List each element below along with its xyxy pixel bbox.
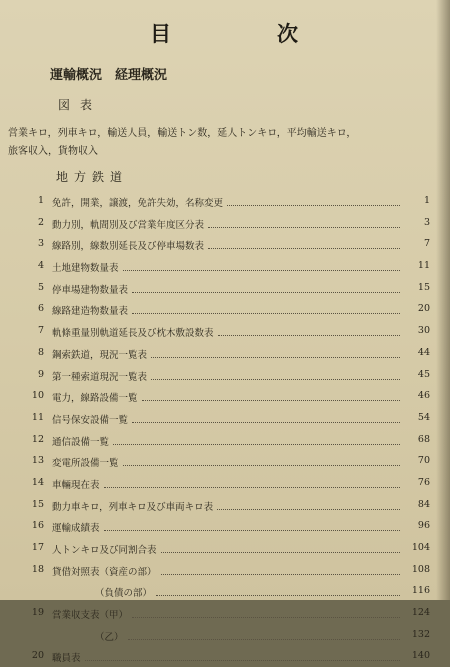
toc-dotted-leader bbox=[132, 313, 400, 314]
toc-entry[interactable] bbox=[0, 342, 450, 364]
toc-entry-page-number: 70 bbox=[417, 455, 430, 467]
table-of-contents bbox=[0, 190, 450, 667]
toc-entry-page-number: 54 bbox=[417, 411, 430, 423]
toc-entry-title: 信号保安設備一覧 bbox=[52, 414, 129, 426]
toc-entry-title: （負債の部） bbox=[95, 588, 153, 600]
toc-entry-title: 停車場建物数量表 bbox=[52, 284, 129, 296]
toc-entry-title: 貸借対照表（資産の部） bbox=[52, 566, 157, 578]
toc-entry-title: 第一種索道現況一覧表 bbox=[52, 371, 148, 383]
toc-entry-page-number: 30 bbox=[417, 325, 430, 337]
page-title bbox=[150, 18, 300, 48]
toc-entry-page-number: 11 bbox=[417, 260, 430, 272]
toc-entry-number: 9 bbox=[37, 368, 44, 380]
toc-entry-number: 11 bbox=[31, 411, 44, 423]
toc-entry-page-number: 45 bbox=[417, 368, 430, 380]
toc-dotted-leader bbox=[104, 530, 400, 531]
toc-entry[interactable] bbox=[0, 298, 450, 320]
toc-entry[interactable] bbox=[0, 559, 450, 581]
toc-entry-title: 運輸成績表 bbox=[52, 523, 100, 535]
subtitle: 運輸概況 経理概況 bbox=[50, 68, 168, 83]
figures-list-line-2: 旅客収入，貨物収入 bbox=[8, 146, 98, 157]
toc-entry[interactable] bbox=[0, 385, 450, 407]
toc-entry[interactable] bbox=[0, 255, 450, 277]
toc-entry-number: 12 bbox=[31, 433, 44, 445]
figures-heading: 図表 bbox=[58, 98, 103, 112]
toc-entry-title: 変電所設備一覧 bbox=[52, 458, 119, 470]
toc-entry-title: 車輛現在表 bbox=[52, 479, 100, 491]
toc-entry-page-number: 20 bbox=[417, 303, 430, 315]
toc-entry-title: 土地建物数量表 bbox=[52, 263, 119, 275]
toc-entry-page-number: 104 bbox=[411, 542, 430, 553]
toc-entry-page-number: 84 bbox=[417, 498, 430, 510]
toc-entry-page-number: 108 bbox=[411, 563, 430, 575]
toc-entry-page-number: 132 bbox=[411, 628, 430, 640]
toc-entry-number: 10 bbox=[31, 390, 44, 402]
toc-entry[interactable] bbox=[0, 645, 450, 667]
toc-dotted-leader bbox=[156, 595, 400, 596]
toc-entry-number: 6 bbox=[37, 303, 44, 315]
toc-dotted-leader bbox=[218, 335, 400, 336]
toc-entry-title: 電力，線路設備一覧 bbox=[52, 393, 138, 405]
toc-entry-number: 1 bbox=[37, 195, 44, 206]
toc-dotted-leader bbox=[161, 552, 400, 553]
toc-entry-title: 免許，開業，譲渡，免許失効，名称変更 bbox=[52, 198, 224, 209]
toc-entry-title: 軌條重量別軌道延長及び枕木敷設数表 bbox=[52, 328, 214, 340]
toc-entry[interactable] bbox=[0, 494, 450, 516]
toc-entry-number: 4 bbox=[37, 260, 44, 272]
toc-entry-title: 鋼索鉄道，現況一覧表 bbox=[52, 349, 148, 361]
toc-entry-title: （乙） bbox=[95, 631, 124, 643]
toc-dotted-leader bbox=[104, 487, 400, 488]
toc-dotted-leader bbox=[132, 422, 400, 423]
toc-entry[interactable] bbox=[0, 624, 450, 646]
toc-entry-title: 線路別，線数別延長及び停車場数表 bbox=[52, 241, 205, 253]
toc-entry-page-number: 3 bbox=[423, 216, 430, 228]
toc-entry-number: 3 bbox=[37, 238, 44, 250]
toc-entry-page-number: 116 bbox=[411, 585, 430, 597]
toc-entry[interactable] bbox=[0, 364, 450, 386]
toc-entry[interactable] bbox=[0, 277, 450, 299]
toc-entry-number: 20 bbox=[31, 650, 44, 662]
toc-entry-title: 営業収支表（甲） bbox=[52, 610, 129, 622]
toc-entry[interactable] bbox=[0, 429, 450, 451]
toc-entry-page-number: 46 bbox=[417, 390, 430, 402]
toc-dotted-leader bbox=[142, 400, 400, 401]
toc-entry-number: 7 bbox=[37, 325, 44, 337]
toc-entry-number: 15 bbox=[31, 498, 44, 510]
title-char-2: 次 bbox=[277, 21, 300, 46]
toc-entry-title: 動力別，軌間別及び営業年度区分表 bbox=[52, 219, 205, 231]
toc-entry-number: 14 bbox=[31, 476, 44, 488]
toc-entry-page-number: 1 bbox=[423, 195, 430, 206]
toc-entry[interactable] bbox=[0, 472, 450, 494]
toc-dotted-leader bbox=[132, 617, 400, 618]
toc-dotted-leader bbox=[123, 465, 400, 466]
toc-entry-number: 13 bbox=[31, 455, 44, 467]
toc-dotted-leader bbox=[128, 639, 400, 640]
toc-entry-page-number: 44 bbox=[417, 346, 430, 358]
toc-dotted-leader bbox=[113, 444, 400, 445]
toc-dotted-leader bbox=[85, 660, 400, 661]
toc-dotted-leader bbox=[132, 292, 400, 293]
toc-entry-title: 動力車キロ，列車キロ及び車両キロ表 bbox=[52, 501, 214, 513]
toc-entry-page-number: 7 bbox=[423, 238, 430, 250]
toc-entry-number: 5 bbox=[37, 281, 44, 293]
toc-entry[interactable] bbox=[0, 233, 450, 255]
toc-entry[interactable] bbox=[0, 580, 450, 602]
toc-entry-number: 8 bbox=[37, 346, 44, 358]
toc-dotted-leader bbox=[227, 205, 400, 206]
toc-entry-page-number: 68 bbox=[417, 433, 430, 445]
toc-dotted-leader bbox=[208, 248, 400, 249]
toc-entry[interactable] bbox=[0, 212, 450, 234]
section-heading: 地方鉄道 bbox=[56, 170, 129, 184]
toc-entry[interactable] bbox=[0, 320, 450, 342]
toc-entry-page-number: 96 bbox=[417, 520, 430, 532]
toc-entry[interactable] bbox=[0, 190, 450, 212]
toc-dotted-leader bbox=[123, 270, 400, 271]
toc-dotted-leader bbox=[208, 227, 400, 228]
toc-entry[interactable] bbox=[0, 537, 450, 559]
toc-dotted-leader bbox=[217, 509, 400, 510]
figures-list-line-1: 営業キロ，列車キロ，輸送人員，輸送トン数，延人トンキロ，平均輸送キロ， bbox=[8, 128, 357, 139]
toc-entry-number: 2 bbox=[37, 216, 44, 228]
toc-entry[interactable] bbox=[0, 602, 450, 624]
toc-dotted-leader bbox=[151, 379, 400, 380]
toc-entry-title: 線路建造物数量表 bbox=[52, 306, 129, 318]
toc-entry-page-number: 140 bbox=[411, 650, 430, 662]
toc-entry-number: 19 bbox=[31, 607, 44, 619]
toc-entry-number: 18 bbox=[31, 563, 44, 575]
toc-dotted-leader bbox=[151, 357, 400, 358]
toc-entry-page-number: 76 bbox=[417, 476, 430, 488]
toc-entry[interactable] bbox=[0, 515, 450, 537]
toc-entry-page-number: 124 bbox=[411, 607, 430, 619]
toc-entry-title: 人トンキロ及び同割合表 bbox=[52, 545, 157, 556]
toc-entry[interactable] bbox=[0, 450, 450, 472]
toc-dotted-leader bbox=[161, 574, 400, 575]
title-char-1: 目 bbox=[150, 21, 173, 46]
toc-entry-number: 16 bbox=[31, 520, 44, 532]
toc-entry-number: 17 bbox=[31, 542, 44, 553]
toc-entry-title: 職員表 bbox=[52, 653, 81, 665]
toc-entry[interactable] bbox=[0, 407, 450, 429]
toc-entry-page-number: 15 bbox=[417, 281, 430, 293]
toc-entry-title: 通信設備一覧 bbox=[52, 436, 110, 448]
